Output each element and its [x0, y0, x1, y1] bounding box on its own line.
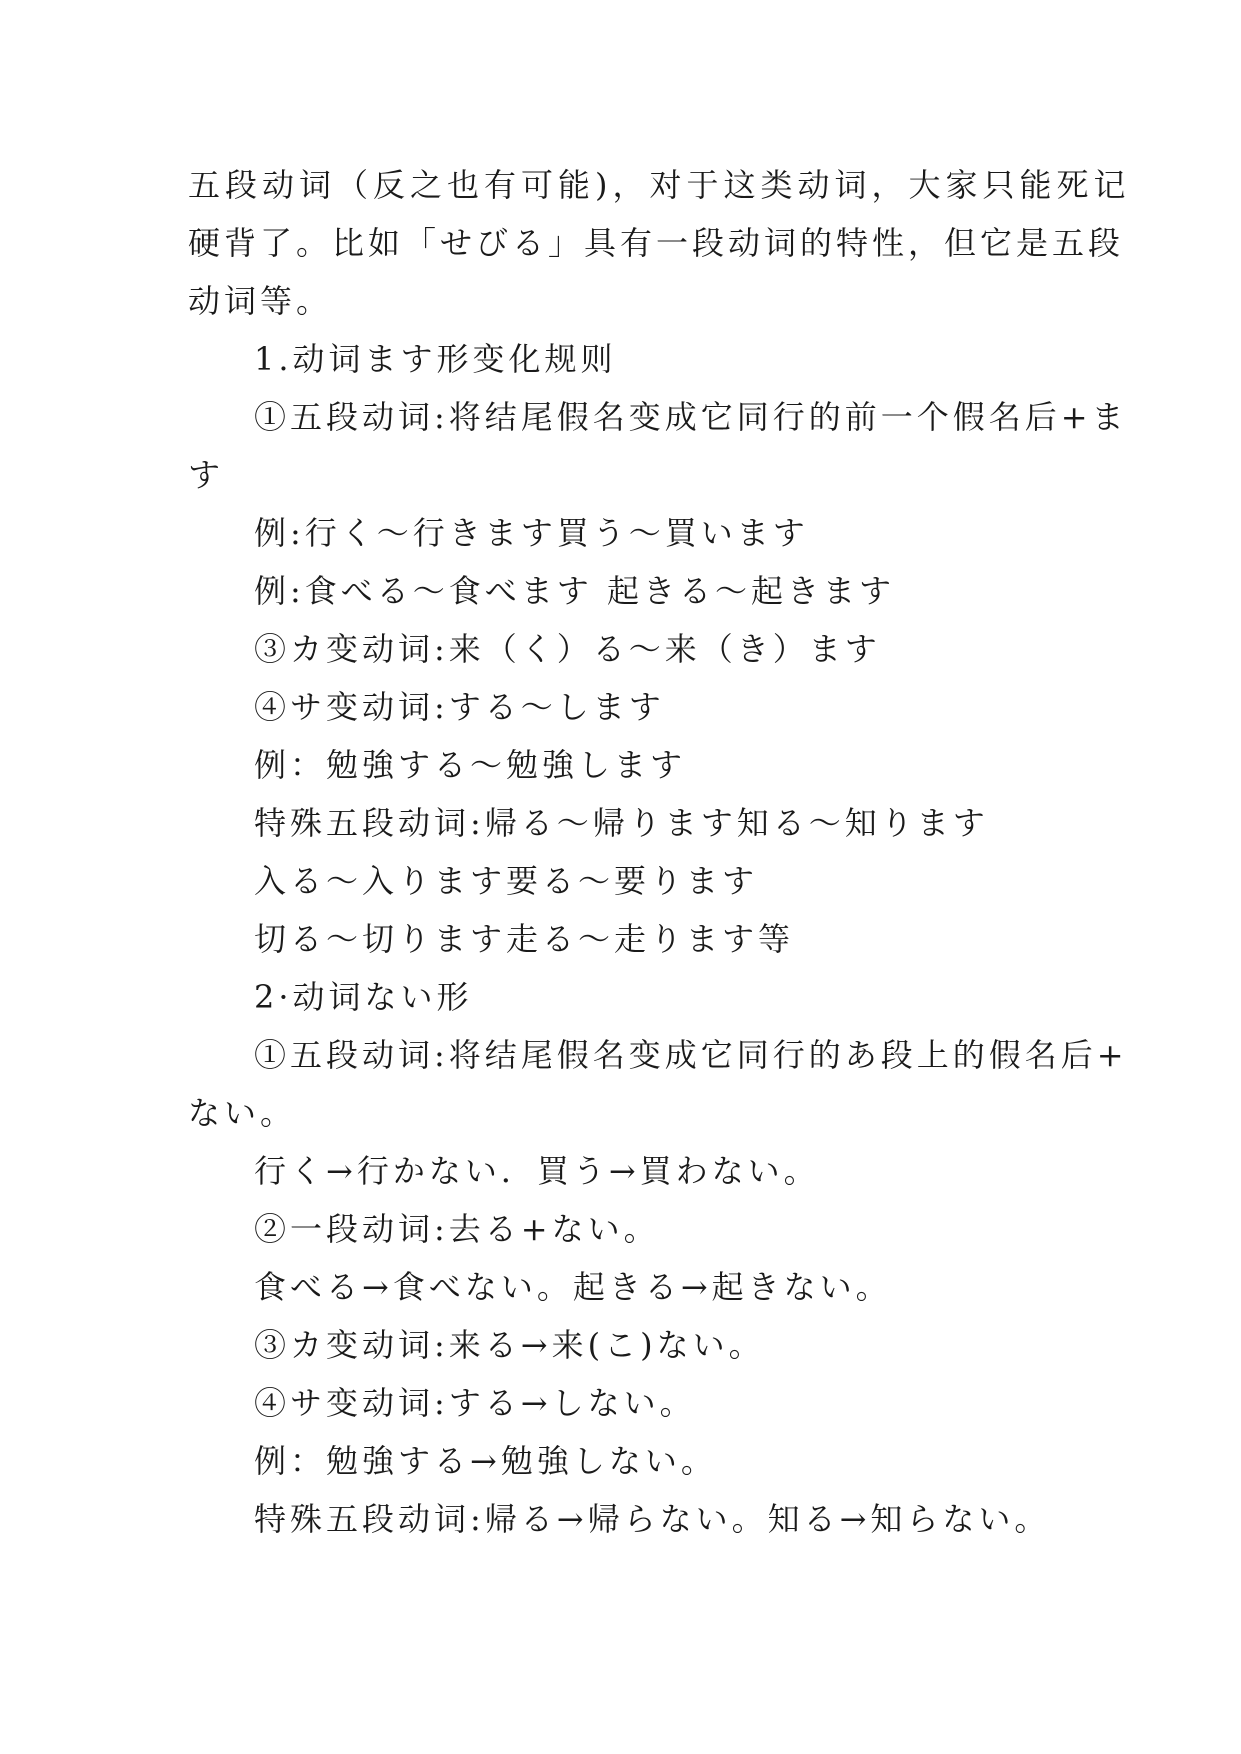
- rule-line-continuation: ない。: [188, 1094, 297, 1132]
- special-line: 特殊五段动词:帰る～帰ります知る～知ります: [254, 804, 989, 842]
- rule-line: ①五段动词:将结尾假名变成它同行的前一个假名后+ま: [254, 398, 1128, 436]
- special-line: 入る～入ります要る～要ります: [254, 862, 759, 900]
- text-line: 动词等。: [188, 282, 333, 320]
- text-line: 五段动词（反之也有可能)，对于这类动词，大家只能死记: [188, 166, 1131, 204]
- rule-line: ①五段动词:将结尾假名变成它同行的あ段上的假名后+: [254, 1036, 1128, 1074]
- rule-line: ③カ变动词:来（く）る～来（き）ます: [254, 630, 881, 668]
- rule-line: ④サ变动词:する→しない。: [254, 1384, 696, 1422]
- text-line: 硬背了。比如「せびる」具有一段动词的特性，但它是五段: [188, 224, 1125, 262]
- special-line: 切る～切ります走る～走ります等: [254, 920, 795, 958]
- paragraph-intro: [188, 156, 1131, 330]
- document-body: [188, 156, 1131, 1548]
- example-line: 例:食べる～食べます 起きる～起きます: [254, 572, 895, 610]
- example-line: 食べる→食べない。起きる→起きない。: [254, 1268, 892, 1306]
- example-line: 例：勉強する～勉強します: [254, 746, 687, 784]
- example-line: 例:行く～行きます買う～買います: [254, 514, 809, 552]
- example-line: 例：勉強する→勉強しない。: [254, 1442, 717, 1480]
- rule-line-continuation: す: [188, 456, 225, 494]
- section-heading: 2·动词ない形: [254, 978, 473, 1016]
- section-nai-form: [188, 968, 1128, 1548]
- section-masu-form: [188, 330, 1128, 968]
- section-heading: 1.动词ます形变化规则: [254, 340, 617, 378]
- example-line: 行く→行かない．買う→買わない。: [254, 1152, 820, 1190]
- rule-line: ②一段动词:去る+ない。: [254, 1210, 660, 1248]
- rule-line: ④サ变动词:する～します: [254, 688, 665, 726]
- special-line: 特殊五段动词:帰る→帰らない。知る→知らない。: [254, 1500, 1051, 1538]
- rule-line: ③カ变动词:来る→来(こ)ない。: [254, 1326, 765, 1364]
